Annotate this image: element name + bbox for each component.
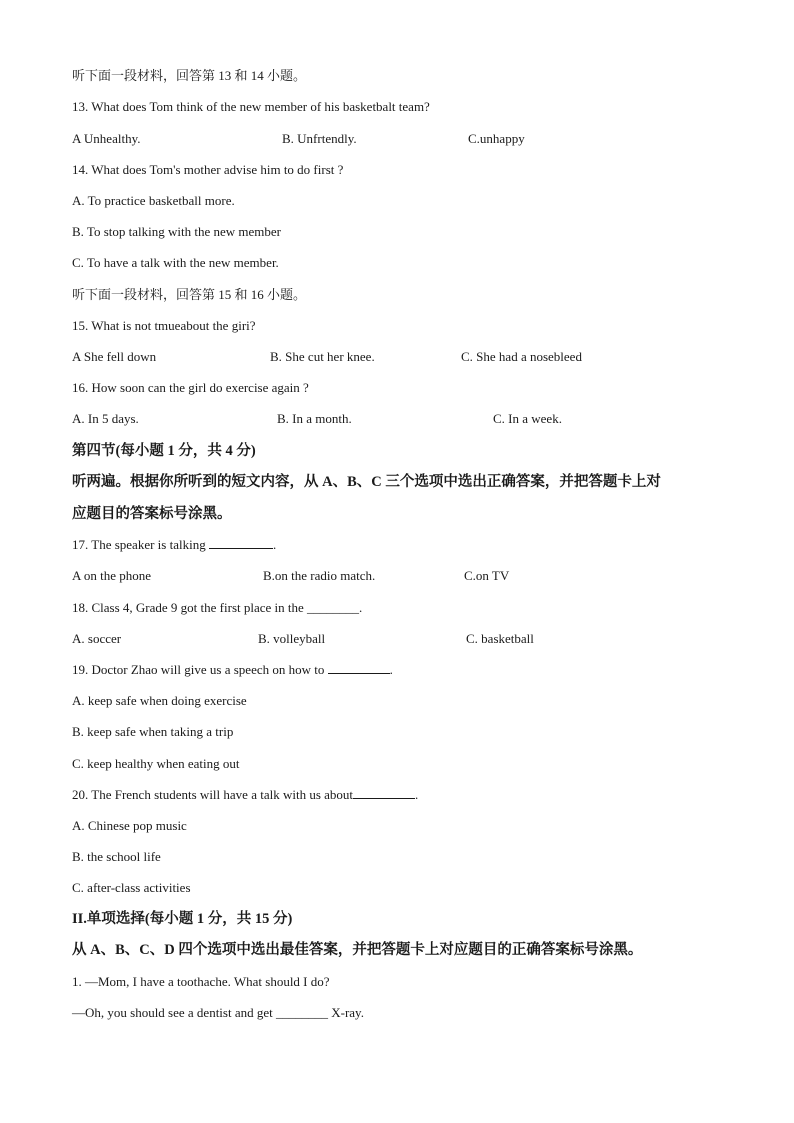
q15-option-b: B. She cut her knee. <box>270 349 375 364</box>
q17-option-a: A on the phone <box>72 568 152 583</box>
part4-instruction-line1: 听两遍。根据你所听到的短文内容，从 A、B、C 三个选项中选出正确答案，并把答题卡上对 <box>72 474 661 490</box>
question-17 <box>72 537 276 553</box>
q20-option-b: B. the school life <box>72 849 161 864</box>
q13-option-a: A Unhealthy. <box>72 131 141 146</box>
q14-option-b: B. To stop talking with the new member <box>72 224 281 239</box>
q17-blank <box>209 537 273 549</box>
q15-option-c: C. She had a nosebleed <box>461 349 582 364</box>
q14-option-a: A. To practice basketball more. <box>72 193 235 208</box>
question-20 <box>72 787 418 803</box>
q17-period: . <box>272 537 277 552</box>
mc1-question: 1. —Mom, I have a toothache. What should I do? <box>72 974 330 989</box>
q19-option-b: B. keep safe when taking a trip <box>72 724 234 739</box>
part4-heading: 第四节(每小题 1 分，共 4 分) <box>72 443 256 459</box>
q14-option-c: C. To have a talk with the new member. <box>72 255 279 270</box>
question-13: 13. What does Tom think of the new member of his basketbalt team? <box>72 99 430 114</box>
q19-option-a: A. keep safe when doing exercise <box>72 693 247 708</box>
part4-instruction-line2: 应题目的答案标号涂黑。 <box>72 506 232 522</box>
q18-option-a: A. soccer <box>72 631 122 646</box>
q19-blank <box>328 662 390 674</box>
q19-period: . <box>389 662 393 677</box>
q19-option-c: C. keep healthy when eating out <box>72 756 240 771</box>
question-19 <box>72 662 393 678</box>
q18-option-c: C. basketball <box>466 631 534 646</box>
part2-heading: II.单项选择(每小题 1 分，共 15 分) <box>72 911 293 927</box>
q20-text: 20. The French students will have a talk with us about <box>72 787 354 802</box>
q20-blank <box>353 787 415 799</box>
q20-option-c: C. after-class activities <box>72 880 191 895</box>
section-intro-13-14: 听下面一段材料，回答第 13 和 14 小题。 <box>72 68 307 83</box>
q20-period: . <box>415 787 419 802</box>
q19-text: 19. Doctor Zhao will give us a speech on how to <box>72 662 328 677</box>
mc1-response: —Oh, you should see a dentist and get ________ X-ray. <box>72 1005 364 1020</box>
q16-option-a: A. In 5 days. <box>72 411 139 426</box>
q13-option-b: B. Unfrtendly. <box>282 131 357 146</box>
q16-option-c: C. In a week. <box>493 411 562 426</box>
q20-option-a: A. Chinese pop music <box>72 818 187 833</box>
q13-option-c: C.unhappy <box>468 131 525 146</box>
section-intro-15-16: 听下面一段材料，回答第 15 和 16 小题。 <box>72 287 307 302</box>
q15-option-a: A She fell down <box>72 349 157 364</box>
part2-instruction: 从 A、B、C、D 四个选项中选出最佳答案，并把答题卡上对应题目的正确答案标号涂黑。 <box>72 942 643 958</box>
q17-option-b: B.on the radio match. <box>263 568 376 583</box>
question-16: 16. How soon can the girl do exercise again ? <box>72 380 309 395</box>
q16-option-b: B. In a month. <box>277 411 352 426</box>
q17-text: 17. The speaker is talking <box>72 537 209 552</box>
question-15: 15. What is not tmueabout the giri? <box>72 318 256 333</box>
q17-option-c: C.on TV <box>464 568 510 583</box>
q18-option-b: B. volleyball <box>258 631 326 646</box>
question-14: 14. What does Tom's mother advise him to do first ? <box>72 162 344 177</box>
question-18: 18. Class 4, Grade 9 got the first place in the ________. <box>72 600 363 615</box>
